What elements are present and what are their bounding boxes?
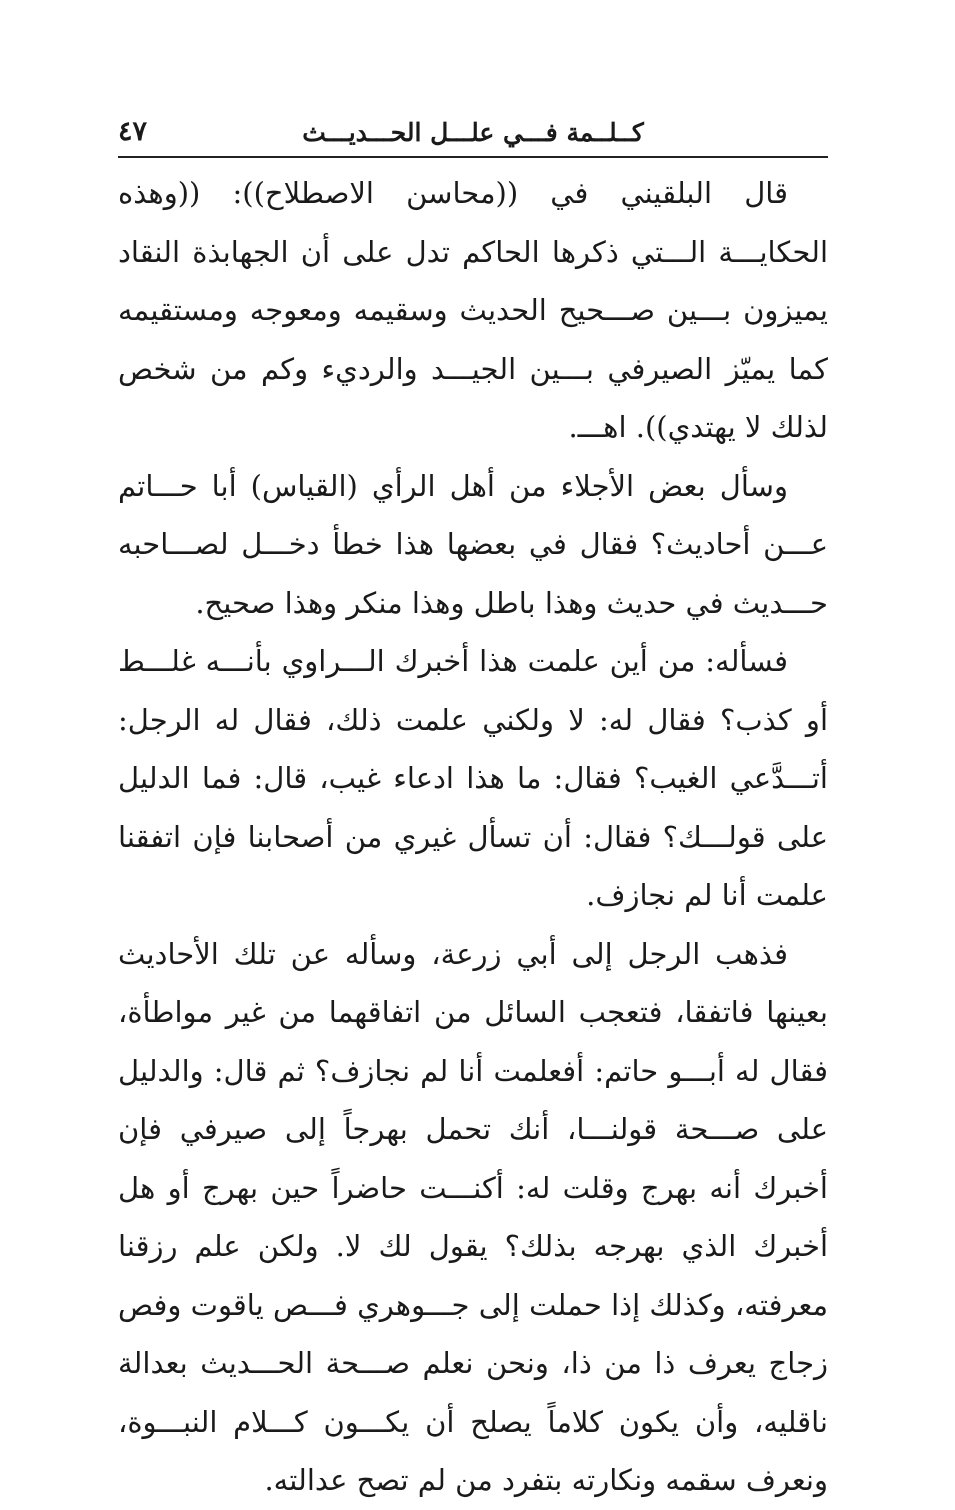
running-title: كــلــمة فـــي علـــل الحـــديـــث	[302, 118, 644, 147]
page-header	[118, 112, 828, 158]
paragraph-how-did-you-know: فسأله: من أين علمت هذا أخبرك الـــراوي بأنـــه غلـــط أو كذب؟ فقال له: لا ولكني علمت ذلك، فقال له الرجل: أتـــدَّعي الغيب؟ فقال: ما هذا ادعاء غيب، قال: فما الدليل على قولـــك؟ فقال: أن تسأل غيري من أصحابنا فإن اتفقنا علمت أنا لم نجازف.	[118, 644, 828, 912]
paragraph-bulqini-quote: قال البلقيني في ((محاسن الاصطلاح)): ((وهذه الحكايـــة الـــتي ذكرها الحاكم تدل على أن الجهابذة النقاد يميزون بـــين صـــحيح الحديث وسقيمه ومعوجه ومستقيمه كما يميّز الصيرفي بـــين الجيـــد والرديء وكم من شخص لذلك لا يهتدي)). اهـــ.	[118, 176, 828, 444]
page-number: ٤٧	[118, 116, 148, 147]
paragraph-abu-zurah-agreement: فذهب الرجل إلى أبي زرعة، وسأله عن تلك الأحاديث بعينها فاتفقا، فتعجب السائل من اتفاقهما من غير مواطأة، فقال له أبـــو حاتم: أفعلمت أنا لم نجازف؟ ثم قال: والدليل على صـــحة قولنـــا، أنك تحمل بهرجاً إلى صيرفي فإن أخبرك أنه بهرج وقلت له: أكنـــت حاضراً حين بهرج أو هل أخبرك الذي بهرجه بذلك؟ يقول لك لا. ولكن علم رزقنا معرفته، وكذلك إذا حملت إلى جـــوهري فـــص ياقوت وفص زجاج يعرف ذا من ذا، ونحن نعلم صـــحة الحـــديث بعدالة ناقليه، وأن يكون كلاماً يصلح أن يكـــون كـــلام النبـــوة، ونعرف سقمه ونكارته بتفرد من لم تصح عدالته.	[118, 936, 828, 1497]
page-body	[118, 164, 828, 1510]
paragraph-question-to-abu-hatim: وسأل بعض الأجلاء من أهل الرأي (القياس) أبا حـــاتم عـــن أحاديث؟ فقال في بعضها هذا خطأ دخـــل لصـــاحبه حـــديث في حديث وهذا باطل وهذا منكر وهذا صحيح.	[118, 468, 828, 620]
